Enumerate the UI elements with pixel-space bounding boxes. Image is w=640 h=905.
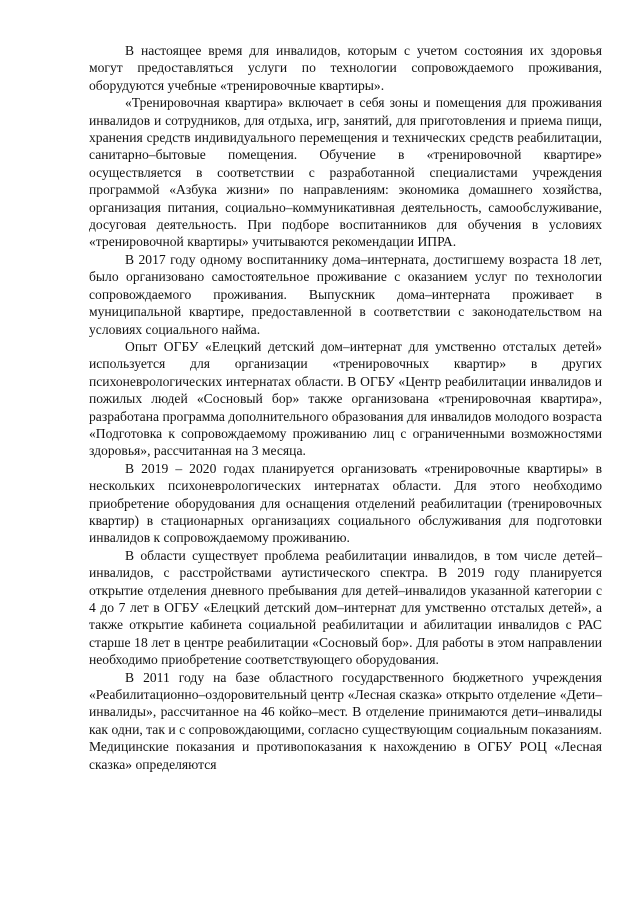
paragraph-autism-rehabilitation: В области существует проблема реабилитации инвалидов, в том числе детей–инвалидов, с расстройствами аутистического спектра. В 2019 году планируется открытие отделения дневного пребывания для детей–инвалидов указанной категории с 4 до 7 лет в ОГБУ «Елецкий детский дом–интернат для умственно отсталых детей», а также открытие кабинета социальной реабилитации и абилитации инвалидов с РАС старше 18 лет в центре реабилитации «Сосновый бор». Для работы в этом направлении необходимо приобретение соответствующего оборудования. [89, 547, 602, 668]
paragraph-2011-lesnaya-skazka: В 2011 году на базе областного государственного бюджетного учреждения «Реабилитационно–оздоровительный центр «Лесная сказка» открыто отделение «Дети–инвалиды», рассчитанное на 46 койко–мест. В отделение принимаются дети–инвалиды как одни, так и с сопровождающими, согласно существующим социальным показаниям. Медицинские показания и противопоказания к нахождению в ОГБУ РОЦ «Лесная сказка» определяются [89, 669, 602, 772]
paragraph-2019-2020-plans: В 2019 – 2020 годах планируется организовать «тренировочные квартиры» в нескольких психоневрологических интернатах области. Для этого необходимо приобретение оборудования для оснащения отделений реабилитации (тренировочных квартир) в стационарных организациях социального обслуживания для подготовки инвалидов к сопровождаемому проживанию. [89, 460, 602, 546]
paragraph-yelets-experience: Опыт ОГБУ «Елецкий детский дом–интернат для умственно отсталых детей» используется для организации «тренировочных квартир» в других психоневрологических интернатах области. В ОГБУ «Центр реабилитации инвалидов и пожилых людей «Сосновый бор» также организована «тренировочная квартира», разработана программа дополнительного образования для инвалидов молодого возраста «Подготовка к сопровождаемому проживанию лиц с ограниченными возможностями здоровья», рассчитанная на 3 месяца. [89, 338, 602, 459]
paragraph-2017-independent-living: В 2017 году одному воспитаннику дома–интерната, достигшему возраста 18 лет, было организовано самостоятельное проживание с оказанием услуг по технологии сопровождаемого проживания. Выпускник дома–интерната проживает в муниципальной квартире, предоставленной в соответствии с законодательством на условиях социального найма. [89, 251, 602, 337]
document-body [89, 42, 602, 773]
paragraph-training-apartments-intro: В настоящее время для инвалидов, которым с учетом состояния их здоровья могут предоставляться услуги по технологии сопровождаемого проживания, оборудуются учебные «тренировочные квартиры». [89, 43, 602, 93]
paragraph-training-apartment-description: «Тренировочная квартира» включает в себя зоны и помещения для проживания инвалидов и сотрудников, для отдыха, игр, занятий, для приготовления и приема пищи, хранения средств индивидуального перемещения и технических средств реабилитации, санитарно–бытовые помещения. Обучение в «тренировочной квартире» осуществляется в соответствии с разработанной специалистами учреждения программой «Азбука жизни» по направлениям: экономика домашнего хозяйства, организация питания, социально–коммуникативная деятельность, самообслуживание, досуговая деятельность. При подборе воспитанников для обучения в условиях «тренировочной квартиры» учитываются рекомендации ИПРА. [89, 95, 602, 250]
